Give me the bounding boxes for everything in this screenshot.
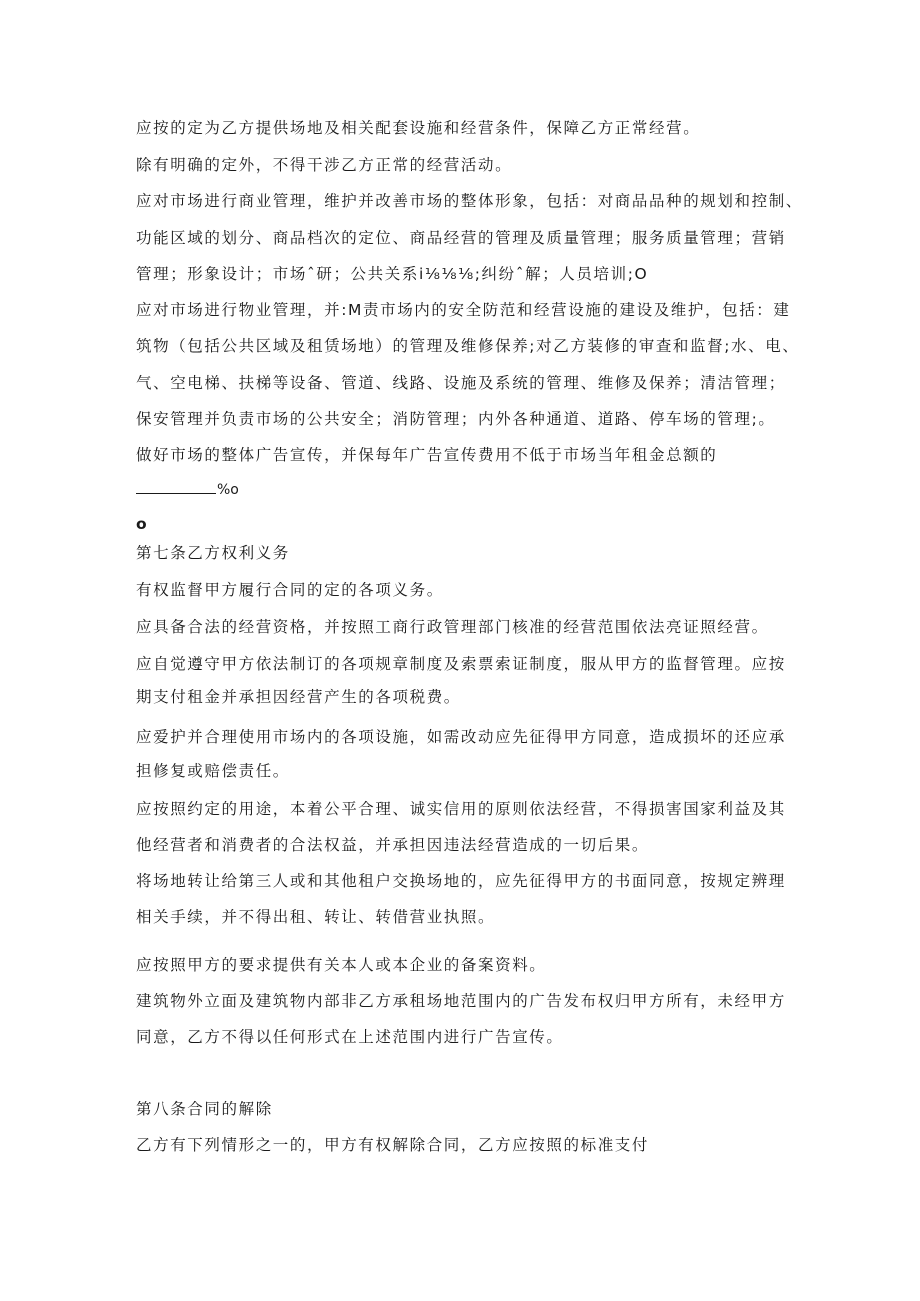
text-line: 应爱护并合理使用市场内的各项设施，如需改动应先征得甲方同意，造成损坏的还应承	[136, 728, 786, 746]
text-line: 保安管理并负责市场的公共安全；消防管理；内外各种通道、道路、停车场的管理;。	[136, 410, 776, 428]
text-line: 应对市场进行物业管理，并:M责市场内的安全防范和经营设施的建设及维护，包括：建	[136, 301, 791, 319]
text-line: 乙方有下列情形之一的，甲方有权解除合同，乙方应按照的标准支付	[136, 1136, 650, 1154]
text-line: 应自觉遵守甲方依法制订的各项规章制度及索票索证制度，服从甲方的监督管理。应按	[136, 655, 786, 673]
text-line: 将场地转让给第三人或和其他租户交换场地的，应先征得甲方的书面同意，按规定辨理	[136, 872, 786, 890]
text-line: 气、空电梯、扶梯等设备、管道、线路、设施及系统的管理、维修及保养；清洁管理；	[136, 374, 786, 392]
text-line: 应按照甲方的要求提供有关本人或本企业的备案资料。	[136, 956, 547, 974]
text-line: 除有明确的定外，不得干涉乙方正常的经营活动。	[136, 156, 513, 174]
text-line: 有权监督甲方履行合同的定的各项义务。	[136, 581, 444, 599]
section-heading: 第七条乙方权利义务	[136, 544, 290, 562]
text-line: 管理；形象设计；市场ˆ研；公共关系i⅛⅛⅛;纠纷ˆ解；人员培训;O	[136, 265, 649, 283]
text-line: 应具备合法的经营资格，并按照工商行政管理部门核准的经营范围依法亮证照经营。	[136, 618, 769, 636]
section-heading: 第八条合同的解除	[136, 1100, 273, 1118]
text-line: 相关手续，并不得出租、转让、转借营业执照。	[136, 908, 496, 926]
fill-in-blank	[136, 479, 216, 494]
text-line: 担修复或赔偿责任。	[136, 762, 290, 780]
stray-mark: o	[136, 515, 149, 533]
text-line: 期支付租金并承担因经营产生的各项税费。	[136, 688, 461, 706]
text-line: 做好市场的整体广告宣传，并保每年广告宣传费用不低于市场当年租金总额的	[136, 446, 718, 464]
text-line: 应按的定为乙方提供场地及相关配套设施和经营条件，保障乙方正常经营。	[136, 119, 701, 137]
text-line: 应按照约定的用途，本着公平合理、诚实信用的原则依法经营，不得损害国家利益及其	[136, 800, 786, 818]
text-line: 他经营者和消费者的合法权益，并承担因违法经营造成的一切后果。	[136, 836, 650, 854]
text-line: 功能区域的划分、商品档次的定位、商品经营的管理及质量管理；服务质量管理；营销	[136, 229, 786, 247]
text-line: 应对市场进行商业管理，维护并改善市场的整体形象，包括：对商品品种的规划和控制、	[136, 192, 803, 210]
text-line: 同意，乙方不得以任何形式在上述范围内进行广告宣传。	[136, 1028, 564, 1046]
percent-suffix: %o	[217, 482, 239, 498]
text-line: 建筑物外立面及建筑物内部非乙方承租场地范围内的广告发布权归甲方所有，未经甲方	[136, 992, 786, 1010]
text-line: 筑物（包括公共区域及租赁场地）的管理及维修保养;对乙方装修的审查和监督;水、电、	[136, 337, 800, 355]
blank-fill-line	[136, 479, 239, 500]
